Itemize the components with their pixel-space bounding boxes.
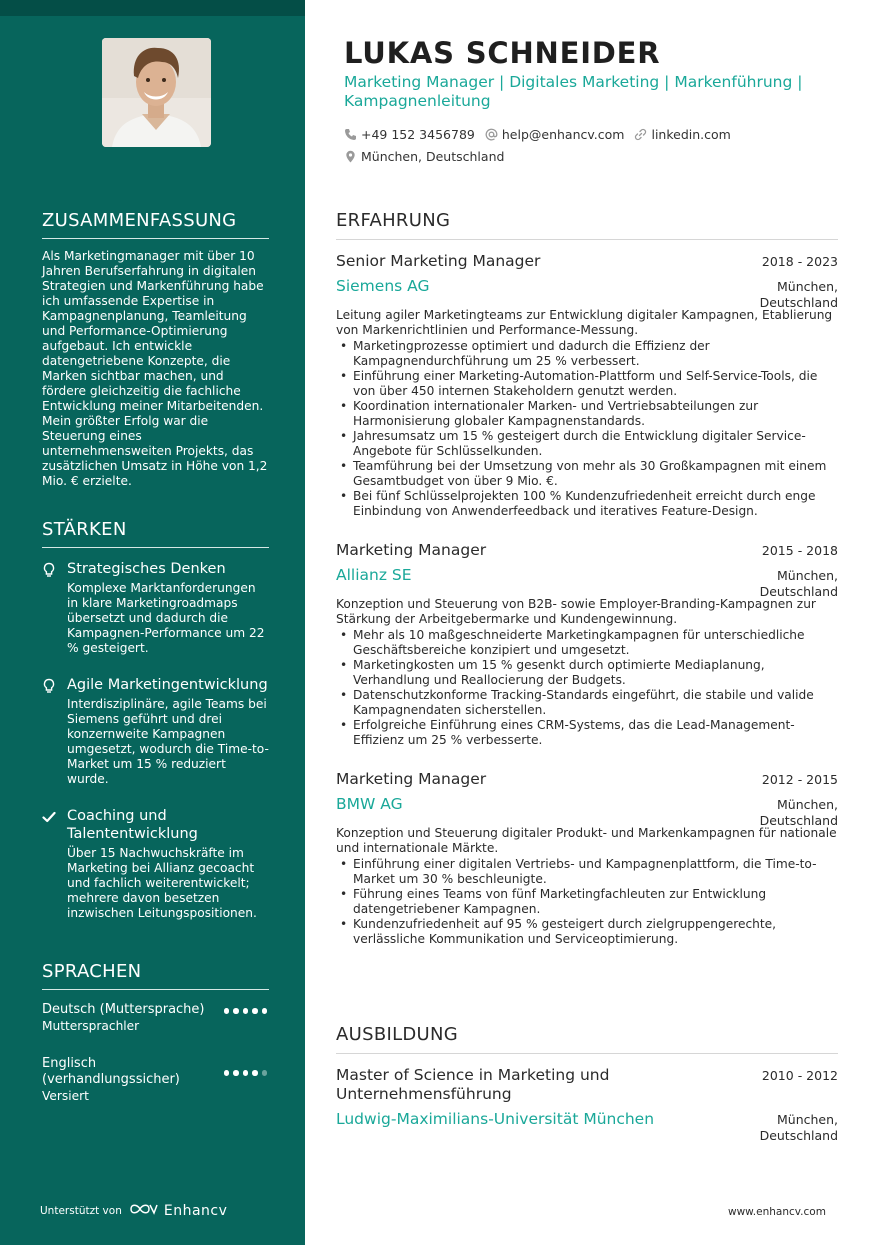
job-bullet: • Koordination internationaler Marken- und Vertriebsabteilungen zur Harmonisierung globaler Kampagnenstandards.: [336, 399, 838, 429]
job-bullet: • Einführung einer digitalen Vertriebs- und Kampagnenplattform, die Time-to-Market um 30 % beschleunigte.: [336, 857, 838, 887]
job-bullet: • Erfolgreiche Einführung eines CRM-Systems, das die Lead-Management-Effizienz um 25 % verbesserte.: [336, 718, 838, 748]
strength-item: [42, 676, 269, 787]
candidate-name: LUKAS SCHNEIDER: [344, 36, 661, 70]
rating-dot: [262, 1008, 268, 1014]
powered-by-label: Unterstützt von: [40, 1204, 122, 1217]
phone-icon: [344, 128, 357, 141]
job-entry: [336, 252, 838, 519]
education-heading: AUSBILDUNG: [336, 1024, 838, 1054]
education-degree: Master of Science in Marketing und Unternehmensführung: [336, 1066, 610, 1103]
contact-location: München, Deutschland: [344, 149, 504, 164]
strength-description: Über 15 Nachwuchskräfte im Marketing bei Allianz gecoacht und fachlich weiterentwickelt; mehrere davon besetzen inzwischen Leitungspositionen.: [67, 846, 257, 920]
sidebar: [0, 0, 305, 1245]
strength-title: Coaching und Talententwicklung: [67, 808, 198, 842]
job-bullets: [336, 628, 838, 748]
strengths-heading: STÄRKEN: [42, 519, 269, 548]
summary-heading: ZUSAMMENFASSUNG: [42, 210, 269, 239]
job-summary: Konzeption und Steuerung von B2B- sowie Employer-Branding-Kampagnen zur Stärkung der Arbeitgebermarke und Kundengewinnung.: [336, 597, 816, 626]
summary-section: [42, 210, 269, 489]
brand-name: Enhancv: [163, 1202, 228, 1219]
job-bullet: • Führung eines Teams von fünf Marketingfachleuten zur Entwicklung datengetriebener Kampagnen.: [336, 887, 838, 917]
powered-by: [40, 1201, 227, 1220]
job-location: München, Deutschland: [759, 568, 838, 599]
language-item: [42, 1056, 269, 1104]
language-level: Versiert: [42, 1089, 89, 1103]
job-bullet: • Datenschutzkonforme Tracking-Standards eingeführt, die stabile und valide Kampagnendaten sicherstellen.: [336, 688, 838, 718]
job-title: Marketing Manager: [336, 770, 487, 788]
job-location: München, Deutschland: [759, 797, 838, 828]
checkmark-icon: [42, 809, 56, 825]
job-bullet: • Mehr als 10 maßgeschneiderte Marketingkampagnen für unterschiedliche Geschäftsbereiche konzipiert und umgesetzt.: [336, 628, 838, 658]
job-title: Marketing Manager: [336, 541, 487, 559]
job-dates: 2018 - 2023: [761, 254, 838, 269]
language-item: [42, 1002, 269, 1034]
education-dates: 2010 - 2012: [761, 1068, 838, 1083]
strength-title: Strategisches Denken: [67, 561, 226, 577]
link-icon: [634, 128, 647, 141]
lightbulb-icon: [42, 678, 56, 694]
rating-dot: [224, 1008, 230, 1014]
job-bullet: • Teamführung bei der Umsetzung von mehr als 30 Großkampagnen mit einem Gesamtbudget von über 9 Mio. €.: [336, 459, 838, 489]
contact-website[interactable]: linkedin.com: [634, 127, 730, 142]
job-company: Siemens AG: [336, 277, 430, 295]
strength-description: Komplexe Marktanforderungen in klare Marketingroadmaps übersetzt und dadurch die Kampagnen-Performance um 22 % gesteigert.: [67, 581, 265, 655]
job-bullets: [336, 339, 838, 519]
language-rating: [224, 1008, 268, 1014]
rating-dot: [243, 1008, 249, 1014]
strength-title: Agile Marketingentwicklung: [67, 677, 268, 693]
strength-description: Interdisziplinäre, agile Teams bei Siemens geführt und drei konzernweite Kampagnen umgesetzt, wodurch die Time-to-Market um 15 % reduziert wurde.: [67, 697, 269, 786]
job-bullet: • Kundenzufriedenheit auf 95 % gesteigert durch zielgruppengerechte, verlässliche Kommunikation und Serviceoptimierung.: [336, 917, 838, 947]
sidebar-top-band: [0, 0, 305, 16]
experience-heading: ERFAHRUNG: [336, 210, 838, 240]
job-title: Senior Marketing Manager: [336, 252, 541, 270]
rating-dot: [233, 1070, 239, 1076]
job-bullets: [336, 857, 838, 947]
job-location: München, Deutschland: [759, 279, 838, 310]
job-bullet: • Bei fünf Schlüsselprojekten 100 % Kundenzufriedenheit erreicht durch enge Einbindung von Anwenderfeedback und iteratives Feature-Design.: [336, 489, 838, 519]
summary-text: Als Marketingmanager mit über 10 Jahren Berufserfahrung in digitalen Strategien und Markenführung habe ich umfassende Expertise in Kampagnenplanung, Teamleitung und Performance-Optimierung aufgebaut. Ich entwickle datengetriebene Konzepte, die Marken sichtbar machen, und fördere gleichzeitig die fachliche Entwicklung meiner Mitarbeitenden. Mein größter Erfolg war die Steuerung eines unternehmensweiten Projekts, das zusätzlichen Umsatz in Höhe von 1,2 Mio. € erzielte.: [42, 249, 268, 488]
at-sign-icon: [485, 128, 498, 141]
strength-item: [42, 807, 269, 921]
job-dates: 2012 - 2015: [761, 772, 838, 787]
education-entry: [336, 1066, 838, 1143]
rating-dot: [233, 1008, 239, 1014]
contact-email[interactable]: help@enhancv.com: [485, 127, 625, 142]
profile-photo: [102, 38, 211, 147]
job-bullet: • Einführung einer Marketing-Automation-Plattform und Self-Service-Tools, die von über 450 internen Stakeholdern genutzt werden.: [336, 369, 838, 399]
job-entry: [336, 770, 838, 947]
candidate-headline: Marketing Manager | Digitales Marketing | Markenführung | Kampagnenleitung: [344, 73, 803, 110]
education-school: Ludwig-Maximilians-Universität München: [336, 1110, 655, 1128]
languages-section: [42, 961, 269, 1120]
experience-section: [336, 210, 838, 947]
language-rating: [224, 1070, 268, 1076]
strengths-section: [42, 519, 269, 941]
job-company: BMW AG: [336, 795, 403, 813]
education-location: München, Deutschland: [759, 1112, 838, 1143]
location-pin-icon: [344, 150, 357, 163]
rating-dot: [243, 1070, 249, 1076]
rating-dot: [262, 1070, 268, 1076]
enhancv-logo-icon: [128, 1201, 158, 1220]
rating-dot: [252, 1070, 258, 1076]
job-summary: Konzeption und Steuerung digitaler Produkt- und Markenkampagnen für nationale und internationale Märkte.: [336, 826, 837, 855]
job-entry: [336, 541, 838, 748]
languages-heading: SPRACHEN: [42, 961, 269, 990]
rating-dot: [252, 1008, 258, 1014]
footer-website[interactable]: www.enhancv.com: [728, 1206, 826, 1218]
education-section: [336, 1024, 838, 1143]
lightbulb-icon: [42, 562, 56, 578]
contact-phone[interactable]: +49 152 3456789: [344, 127, 475, 142]
job-bullet: • Marketingprozesse optimiert und dadurch die Effizienz der Kampagnendurchführung um 25 % verbessert.: [336, 339, 838, 369]
job-company: Allianz SE: [336, 566, 412, 584]
language-name: Deutsch (Muttersprache): [42, 1002, 205, 1017]
language-name: Englisch (verhandlungssicher): [42, 1056, 180, 1087]
job-dates: 2015 - 2018: [761, 543, 838, 558]
job-bullet: • Jahresumsatz um 15 % gesteigert durch die Entwicklung digitaler Service-Angebote für Schlüsselkunden.: [336, 429, 838, 459]
rating-dot: [224, 1070, 230, 1076]
language-level: Muttersprachler: [42, 1019, 140, 1033]
strength-item: [42, 560, 269, 656]
job-bullet: • Marketingkosten um 15 % gesenkt durch optimierte Mediaplanung, Verhandlung und Reallocierung der Budgets.: [336, 658, 838, 688]
contact-info: [344, 126, 824, 170]
job-summary: Leitung agiler Marketingteams zur Entwicklung digitaler Kampagnen, Etablierung von Markenrichtlinien und Performance-Messung.: [336, 308, 833, 337]
